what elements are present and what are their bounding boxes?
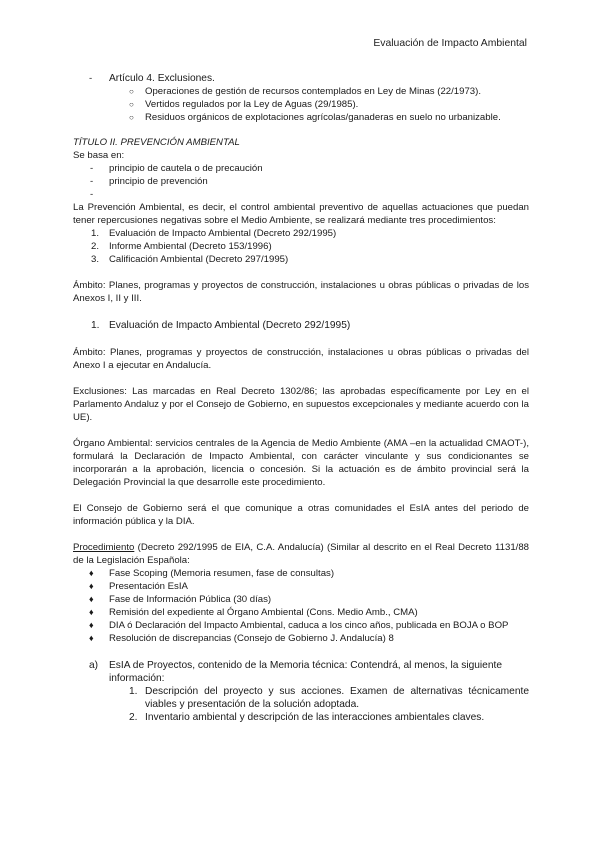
procedimiento-label: Procedimiento <box>73 542 135 553</box>
diamond-bullet-icon: ♦ <box>89 607 94 617</box>
diamond-bullet-icon: ♦ <box>89 568 94 578</box>
circle-bullet-icon: ○ <box>129 113 134 122</box>
list-item-text: Vertidos regulados por la Ley de Aguas (29/1985). <box>145 99 359 110</box>
list-item-text: EsIA de Proyectos, contenido de la Memoria técnica: Contendrá, al menos, la siguiente información: <box>109 660 503 684</box>
prevention-paragraph: La Prevención Ambiental, es decir, el control ambiental preventivo de aquellas actuaciones que puedan tener repercusiones negativas sobre el Medio Ambiente, se realizará mediante tres procedimientos: <box>73 202 529 226</box>
list-item-text: Remisión del expediente al Órgano Ambiental (Cons. Medio Amb., CMA) <box>109 607 418 618</box>
list-item <box>73 98 529 111</box>
list-item-text: principio de cautela o de precaución <box>109 163 263 174</box>
list-item-text: Calificación Ambiental (Decreto 297/1995) <box>109 254 289 265</box>
list-item-text: Fase de Información Pública (30 días) <box>109 594 272 605</box>
list-item <box>73 175 529 188</box>
diamond-bullet-icon: ♦ <box>89 633 94 643</box>
list-item-text: Fase Scoping (Memoria resumen, fase de consultas) <box>109 568 335 579</box>
diamond-bullet-icon: ♦ <box>89 581 94 591</box>
article4-item <box>73 72 529 85</box>
ambito-paragraph: Ámbito: Planes, programas y proyectos de construcción, instalaciones u obras públicas o privadas de los Anexos I, II y III. <box>73 280 529 304</box>
list-number: 2. <box>129 712 138 723</box>
list-number: 1. <box>91 320 100 331</box>
list-item <box>73 188 529 201</box>
organo-paragraph: Órgano Ambiental: servicios centrales de la Agencia de Medio Ambiente (AMA –en la actualidad CMAOT-), formulará la Declaración de Impacto Ambiental, con carácter vinculante y sus condicionantes se incorporarán a la aprobación, licencia o concesión. Si la actuación es de ámbito provincial será la Delegación Provincial la que desarrolle este procedimiento. <box>73 438 529 488</box>
dash-bullet: - <box>89 73 93 84</box>
list-item <box>73 567 529 580</box>
list-number: 3. <box>91 254 100 265</box>
list-item-text: Inventario ambiental y descripción de las interacciones ambientales claves. <box>145 712 485 723</box>
list-letter: a) <box>89 660 99 671</box>
list-item-text: Presentación EsIA <box>109 581 188 592</box>
dash-bullet: - <box>90 163 94 174</box>
list-item <box>73 253 529 266</box>
list-item <box>73 711 529 724</box>
list-item <box>73 227 529 240</box>
list-item <box>73 619 529 632</box>
procedimiento-paragraph <box>73 541 529 567</box>
consejo-paragraph: El Consejo de Gobierno será el que comunique a otras comunidades el EsIA antes del periodo de información pública y la DIA. <box>73 503 529 527</box>
list-item <box>73 580 529 593</box>
list-item-text: Residuos orgánicos de explotaciones agrícolas/ganaderas en suelo no urbanizable. <box>145 112 501 123</box>
dash-bullet: - <box>90 189 94 200</box>
intro-text: Se basa en: <box>73 150 125 161</box>
section-title: Evaluación de Impacto Ambiental (Decreto 292/1995) <box>109 320 351 331</box>
list-item <box>73 85 529 98</box>
exclusiones-paragraph: Exclusiones: Las marcadas en Real Decreto 1302/86; las aprobadas específicamente por Ley en el Parlamento Andaluz y por el Consejo de Gobierno, en supuestos excepcionales y mediante acuerdo con la UE). <box>73 386 529 423</box>
document-body <box>73 72 529 724</box>
list-item-text: Descripción del proyecto y sus acciones. Examen de alternativas técnicamente viables y presentación de la solución adoptada. <box>145 686 529 710</box>
list-item <box>73 685 529 711</box>
list-number: 1. <box>91 228 100 239</box>
ambito-paragraph: Ámbito: Planes, programas y proyectos de construcción, instalaciones u obras públicas o privadas del Anexo I a ejecutar en Andalucía. <box>73 347 529 371</box>
list-item <box>73 162 529 175</box>
dash-bullet: - <box>90 176 94 187</box>
diamond-bullet-icon: ♦ <box>89 594 94 604</box>
list-item-text: Resolución de discrepancias (Consejo de Gobierno J. Andalucía) 8 <box>109 633 394 644</box>
list-item-text: Informe Ambiental (Decreto 153/1996) <box>109 241 272 252</box>
list-number: 2. <box>91 241 100 252</box>
list-item <box>73 593 529 606</box>
list-item <box>73 111 529 124</box>
section-heading: TÍTULO II. PREVENCIÓN AMBIENTAL <box>73 137 240 148</box>
page-header-title: Evaluación de Impacto Ambiental <box>373 38 527 49</box>
circle-bullet-icon: ○ <box>129 87 134 96</box>
section-heading <box>73 319 529 332</box>
list-item-text: DIA ó Declaración del Impacto Ambiental, caduca a los cinco años, publicada en BOJA o BOP <box>109 620 509 631</box>
list-item-text: Operaciones de gestión de recursos contemplados en Ley de Minas (22/1973). <box>145 86 481 97</box>
list-item <box>73 632 529 645</box>
list-item <box>73 606 529 619</box>
article4-title: Artículo 4. Exclusiones. <box>109 73 215 84</box>
circle-bullet-icon: ○ <box>129 100 134 109</box>
diamond-bullet-icon: ♦ <box>89 620 94 630</box>
list-item-text: Evaluación de Impacto Ambiental (Decreto 292/1995) <box>109 228 337 239</box>
list-number: 1. <box>129 686 138 697</box>
list-item-text: principio de prevención <box>109 176 208 187</box>
list-item <box>73 659 529 685</box>
list-item <box>73 240 529 253</box>
procedimiento-text: (Decreto 292/1995 de EIA, C.A. Andalucía) (Similar al descrito en el Real Decreto 1131/88 de la Legislación Española: <box>73 542 529 566</box>
